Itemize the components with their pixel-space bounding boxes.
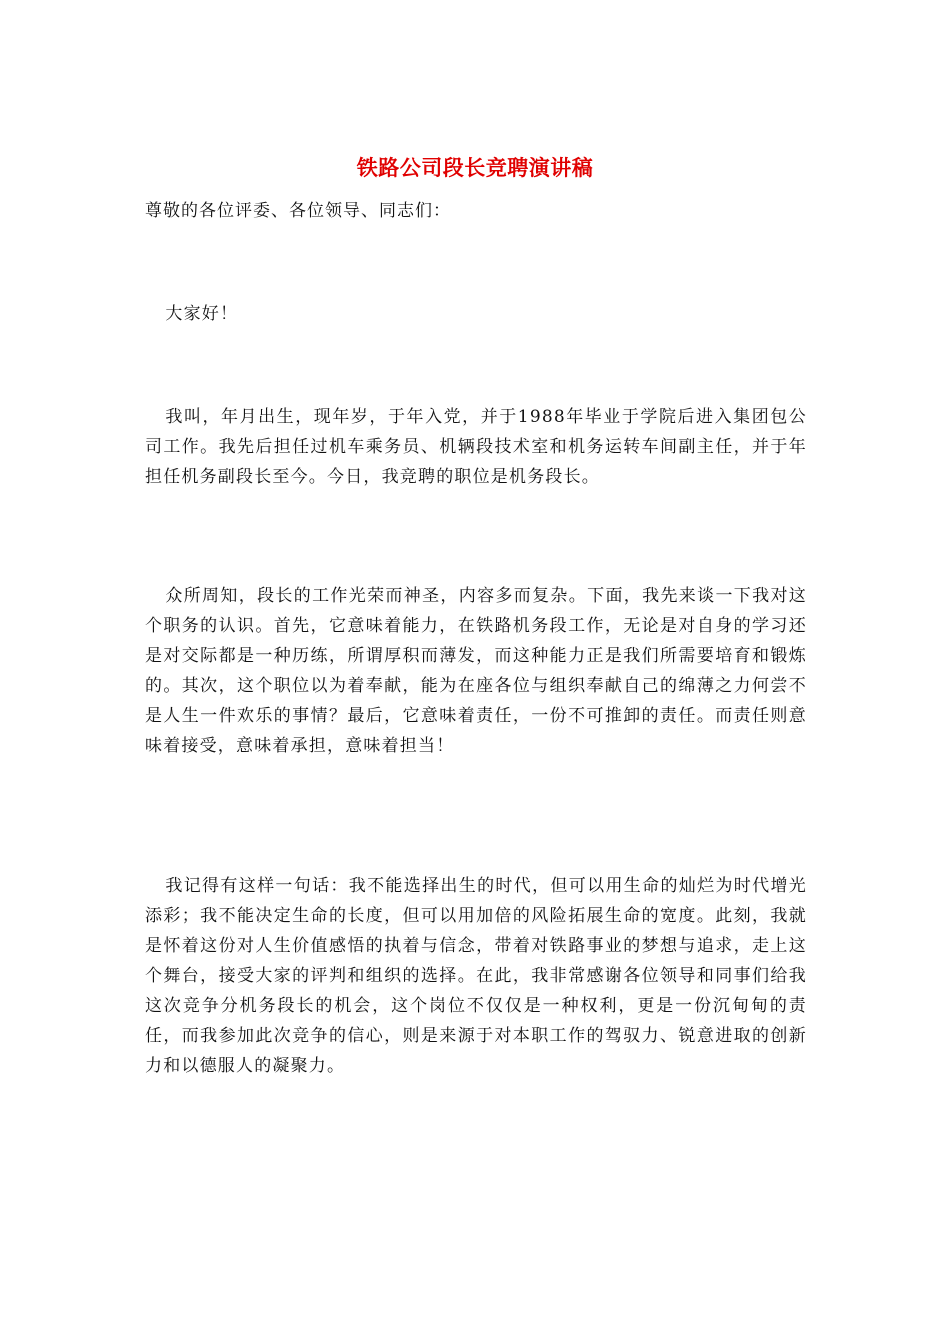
- paragraph-self-introduction: 我叫，年月出生，现年岁，于年入党，并于1988年毕业于学院后进入集团包公司工作。我先后担任过机车乘务员、机辆段技术室和机务运转车间副主任，并于年担任机务副段长至今。今日，我竞聘的职位是机务段长。: [145, 407, 807, 487]
- paragraph-role-understanding: 众所周知，段长的工作光荣而神圣，内容多而复杂。下面，我先来谈一下我对这个职务的认识。首先，它意味着能力，在铁路机务段工作，无论是对自身的学习还是对交际都是一种历练，所谓厚积而薄发，而这种能力正是我们所需要培育和锻炼的。其次，这个职位以为着奉献，能为在座各位与组织奉献自己的绵薄之力何尝不是人生一件欢乐的事情？最后，它意味着责任，一份不可推卸的责任。而责任则意味着接受，意味着承担，意味着担当！: [145, 586, 807, 756]
- paragraph-motivation: 我记得有这样一句话：我不能选择出生的时代，但可以用生命的灿烂为时代增光添彩；我不能决定生命的长度，但可以用加倍的风险拓展生命的宽度。此刻，我就是怀着这份对人生价值感悟的执着与信念，带着对铁路事业的梦想与追求，走上这个舞台，接受大家的评判和组织的选择。在此，我非常感谢各位领导和同事们给我这次竞争分机务段长的机会，这个岗位不仅仅是一种权利，更是一份沉甸甸的责任，而我参加此次竞争的信心，则是来源于对本职工作的驾驭力、锐意进取的创新力和以德服人的凝聚力。: [145, 876, 807, 1076]
- document-title: 铁路公司段长竞聘演讲稿: [356, 155, 594, 180]
- salutation: 尊敬的各位评委、各位领导、同志们：: [145, 201, 451, 221]
- paragraph-greeting: 大家好！: [165, 304, 239, 324]
